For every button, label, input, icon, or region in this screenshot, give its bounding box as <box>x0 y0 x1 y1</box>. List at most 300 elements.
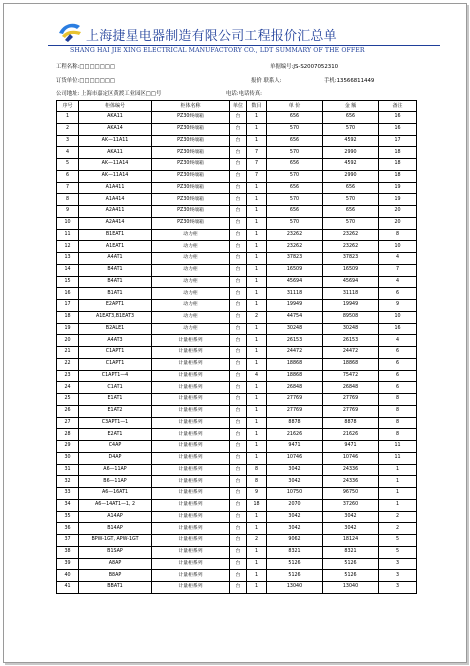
cell-remark: 11 <box>379 441 417 453</box>
cell-cabinet-code: B6—11AP <box>79 476 152 488</box>
table-row <box>57 417 417 429</box>
cell-remark: 16 <box>379 112 417 124</box>
cell-quantity: 1 <box>247 217 267 229</box>
cell-cabinet-name: 动力柜 <box>152 253 230 265</box>
cell-row-number: 9 <box>57 206 79 218</box>
mobile-number: 手机:13566811449 <box>324 78 375 84</box>
cell-remark: 11 <box>379 452 417 464</box>
cell-remark: 20 <box>379 217 417 229</box>
cell-row-number: 2 <box>57 123 79 135</box>
cell-cabinet-name: 计量柜系列 <box>152 370 230 382</box>
cell-amount: 8321 <box>323 546 379 558</box>
cell-amount: 570 <box>323 194 379 206</box>
cell-quantity: 8 <box>247 476 267 488</box>
cell-quantity: 1 <box>247 300 267 312</box>
table-row <box>57 323 417 335</box>
cell-remark: 5 <box>379 535 417 547</box>
cell-row-number: 1 <box>57 112 79 124</box>
cell-remark: 18 <box>379 170 417 182</box>
cell-quantity: 1 <box>247 135 267 147</box>
cell-cabinet-name: 计量柜系列 <box>152 417 230 429</box>
cell-cabinet-name: PZ30终端箱 <box>152 182 230 194</box>
cell-unit-price: 570 <box>267 123 323 135</box>
cell-cabinet-name: 动力柜 <box>152 288 230 300</box>
cell-quantity: 18 <box>247 499 267 511</box>
cell-remark: 4 <box>379 253 417 265</box>
cell-quantity: 1 <box>247 253 267 265</box>
cell-cabinet-code: B4AT1 <box>79 264 152 276</box>
cell-unit: 台 <box>230 147 247 159</box>
cell-cabinet-code: AK—11A14 <box>79 159 152 171</box>
table-row <box>57 488 417 500</box>
cell-cabinet-code: AKA11 <box>79 112 152 124</box>
cell-row-number: 34 <box>57 499 79 511</box>
cell-cabinet-code: B4AT1 <box>79 276 152 288</box>
cell-remark: 4 <box>379 335 417 347</box>
table-row <box>57 112 417 124</box>
cell-cabinet-name: 动力柜 <box>152 241 230 253</box>
cell-row-number: 7 <box>57 182 79 194</box>
cell-cabinet-name: PZ30终端箱 <box>152 159 230 171</box>
cell-unit: 台 <box>230 582 247 594</box>
cell-unit-price: 656 <box>267 206 323 218</box>
cell-unit: 台 <box>230 159 247 171</box>
cell-remark: 6 <box>379 382 417 394</box>
table-row <box>57 135 417 147</box>
cell-amount: 5126 <box>323 558 379 570</box>
cell-quantity: 7 <box>247 159 267 171</box>
cell-remark: 6 <box>379 358 417 370</box>
cell-unit-price: 26153 <box>267 335 323 347</box>
cell-remark: 4 <box>379 276 417 288</box>
table-row <box>57 405 417 417</box>
cell-cabinet-code: AK—11A11 <box>79 135 152 147</box>
cell-unit-price: 570 <box>267 170 323 182</box>
cell-amount: 570 <box>323 217 379 229</box>
cell-row-number: 15 <box>57 276 79 288</box>
column-header: 单位 <box>230 101 247 112</box>
column-header: 备注 <box>379 101 417 112</box>
cell-row-number: 22 <box>57 358 79 370</box>
table-row <box>57 499 417 511</box>
cell-cabinet-code: A2A411 <box>79 206 152 218</box>
table-row <box>57 194 417 206</box>
table-row <box>57 182 417 194</box>
cell-remark: 8 <box>379 417 417 429</box>
document-subtitle: SHANG HAI JIE XING ELECTRICAL MANUFACTORY CO., LDT SUMMARY OF THE OFFER <box>70 47 365 54</box>
cell-cabinet-code: AKA11 <box>79 147 152 159</box>
cell-amount: 24472 <box>323 347 379 359</box>
table-row <box>57 229 417 241</box>
cell-cabinet-code: B8AP <box>79 570 152 582</box>
cell-row-number: 28 <box>57 429 79 441</box>
cell-amount: 4592 <box>323 159 379 171</box>
cell-cabinet-code: A1A414 <box>79 194 152 206</box>
cell-amount: 3042 <box>323 511 379 523</box>
cell-remark: 16 <box>379 323 417 335</box>
cell-cabinet-name: 计量柜系列 <box>152 535 230 547</box>
cell-remark: 3 <box>379 558 417 570</box>
cell-unit: 台 <box>230 229 247 241</box>
quote-contact: 报价 联系人: <box>251 78 282 84</box>
cell-unit: 台 <box>230 441 247 453</box>
table-row <box>57 476 417 488</box>
cell-remark: 1 <box>379 464 417 476</box>
cell-row-number: 8 <box>57 194 79 206</box>
table-row <box>57 582 417 594</box>
table-row <box>57 464 417 476</box>
cell-unit-price: 2070 <box>267 499 323 511</box>
cell-unit: 台 <box>230 452 247 464</box>
info-row-2 <box>56 76 466 87</box>
cell-row-number: 12 <box>57 241 79 253</box>
document-page <box>3 3 467 663</box>
cell-quantity: 1 <box>247 546 267 558</box>
cell-cabinet-code: A1EAT3,B1EAT3 <box>79 311 152 323</box>
table-row <box>57 370 417 382</box>
cell-unit: 台 <box>230 112 247 124</box>
cell-row-number: 26 <box>57 405 79 417</box>
table-row <box>57 535 417 547</box>
cell-amount: 23262 <box>323 241 379 253</box>
cell-remark: 8 <box>379 229 417 241</box>
cell-unit: 台 <box>230 276 247 288</box>
cell-remark: 2 <box>379 511 417 523</box>
cell-quantity: 1 <box>247 582 267 594</box>
table-row <box>57 429 417 441</box>
cell-quantity: 1 <box>247 182 267 194</box>
cell-remark: 9 <box>379 300 417 312</box>
cell-unit: 台 <box>230 194 247 206</box>
cell-unit: 台 <box>230 217 247 229</box>
cell-unit: 台 <box>230 499 247 511</box>
cell-remark: 10 <box>379 241 417 253</box>
cell-cabinet-code: E2AT1 <box>79 429 152 441</box>
cell-row-number: 33 <box>57 488 79 500</box>
cell-cabinet-code: A4AT3 <box>79 335 152 347</box>
table-row <box>57 546 417 558</box>
cell-quantity: 1 <box>247 347 267 359</box>
cell-cabinet-name: 动力柜 <box>152 300 230 312</box>
cell-row-number: 19 <box>57 323 79 335</box>
cell-remark: 7 <box>379 264 417 276</box>
cell-cabinet-name: 计量柜系列 <box>152 382 230 394</box>
cell-row-number: 4 <box>57 147 79 159</box>
cell-remark: 5 <box>379 546 417 558</box>
cell-unit: 台 <box>230 476 247 488</box>
cell-amount: 31118 <box>323 288 379 300</box>
cell-unit-price: 27769 <box>267 394 323 406</box>
cell-cabinet-code: A14AP <box>79 511 152 523</box>
cell-cabinet-code: B2ALE1 <box>79 323 152 335</box>
table-row <box>57 523 417 535</box>
cell-remark: 3 <box>379 570 417 582</box>
cell-unit: 台 <box>230 370 247 382</box>
cell-unit-price: 44754 <box>267 311 323 323</box>
column-header: 序号 <box>57 101 79 112</box>
cell-remark: 2 <box>379 523 417 535</box>
cell-unit: 台 <box>230 429 247 441</box>
cell-quantity: 1 <box>247 241 267 253</box>
cell-cabinet-code: D4AP <box>79 452 152 464</box>
cell-quantity: 1 <box>247 417 267 429</box>
cell-remark: 20 <box>379 206 417 218</box>
cell-row-number: 37 <box>57 535 79 547</box>
cell-unit-price: 3042 <box>267 523 323 535</box>
cell-cabinet-name: PZ30终端箱 <box>152 147 230 159</box>
cell-quantity: 1 <box>247 264 267 276</box>
cell-quantity: 1 <box>247 558 267 570</box>
cell-cabinet-code: AKA14 <box>79 123 152 135</box>
cell-unit-price: 10750 <box>267 488 323 500</box>
cell-unit-price: 9471 <box>267 441 323 453</box>
cell-unit-price: 18868 <box>267 358 323 370</box>
cell-unit-price: 21626 <box>267 429 323 441</box>
cell-quantity: 1 <box>247 288 267 300</box>
cell-unit-price: 31118 <box>267 288 323 300</box>
cell-unit: 台 <box>230 300 247 312</box>
cell-amount: 8878 <box>323 417 379 429</box>
cell-amount: 27769 <box>323 405 379 417</box>
cell-unit-price: 656 <box>267 112 323 124</box>
cell-cabinet-code: C3APT1—1 <box>79 417 152 429</box>
cell-quantity: 1 <box>247 523 267 535</box>
cell-cabinet-code: B1SAP <box>79 546 152 558</box>
table-row <box>57 441 417 453</box>
cell-unit-price: 19949 <box>267 300 323 312</box>
cell-quantity: 9 <box>247 488 267 500</box>
cell-quantity: 1 <box>247 511 267 523</box>
cell-amount: 9471 <box>323 441 379 453</box>
cell-amount: 21626 <box>323 429 379 441</box>
cell-remark: 1 <box>379 476 417 488</box>
cell-amount: 16509 <box>323 264 379 276</box>
column-header: 单 价 <box>267 101 323 112</box>
cell-cabinet-code: A8AP <box>79 558 152 570</box>
cell-unit: 台 <box>230 523 247 535</box>
cell-remark: 19 <box>379 182 417 194</box>
cell-unit-price: 656 <box>267 159 323 171</box>
cell-row-number: 38 <box>57 546 79 558</box>
cell-quantity: 1 <box>247 229 267 241</box>
cell-cabinet-name: 计量柜系列 <box>152 476 230 488</box>
cell-cabinet-name: 动力柜 <box>152 323 230 335</box>
cell-cabinet-name: 动力柜 <box>152 264 230 276</box>
cell-amount: 4592 <box>323 135 379 147</box>
cell-amount: 5126 <box>323 570 379 582</box>
cell-cabinet-code: A6—11AP <box>79 464 152 476</box>
cell-unit: 台 <box>230 347 247 359</box>
cell-cabinet-code: E2APT1 <box>79 300 152 312</box>
cell-amount: 37260 <box>323 499 379 511</box>
cell-unit-price: 13040 <box>267 582 323 594</box>
info-row-1 <box>56 62 466 73</box>
cell-unit: 台 <box>230 135 247 147</box>
cell-cabinet-name: 动力柜 <box>152 276 230 288</box>
cell-unit-price: 3042 <box>267 476 323 488</box>
cell-unit: 台 <box>230 417 247 429</box>
cell-unit: 台 <box>230 535 247 547</box>
cell-quantity: 7 <box>247 170 267 182</box>
cell-unit-price: 656 <box>267 182 323 194</box>
table-row <box>57 264 417 276</box>
cell-unit-price: 24472 <box>267 347 323 359</box>
cell-cabinet-code: B1EAT1 <box>79 229 152 241</box>
cell-unit: 台 <box>230 170 247 182</box>
cell-amount: 75472 <box>323 370 379 382</box>
cell-row-number: 24 <box>57 382 79 394</box>
cell-amount: 45694 <box>323 276 379 288</box>
cell-row-number: 3 <box>57 135 79 147</box>
cell-unit: 台 <box>230 546 247 558</box>
cell-unit-price: 45694 <box>267 276 323 288</box>
cell-amount: 96750 <box>323 488 379 500</box>
cell-cabinet-name: PZ30终端箱 <box>152 112 230 124</box>
cell-row-number: 6 <box>57 170 79 182</box>
cell-remark: 6 <box>379 370 417 382</box>
cell-amount: 13040 <box>323 582 379 594</box>
cell-cabinet-name: 计量柜系列 <box>152 464 230 476</box>
cell-amount: 2990 <box>323 170 379 182</box>
cell-quantity: 1 <box>247 570 267 582</box>
cell-remark: 16 <box>379 123 417 135</box>
ordering-unit: 订货单位:□□□□□□□ <box>56 78 116 84</box>
cell-unit: 台 <box>230 241 247 253</box>
document-title: 上海捷星电器制造有限公司工程报价汇总单 <box>86 29 337 44</box>
cell-remark: 1 <box>379 499 417 511</box>
cell-amount: 656 <box>323 182 379 194</box>
cell-quantity: 2 <box>247 535 267 547</box>
table-row <box>57 253 417 265</box>
table-row <box>57 206 417 218</box>
project-name: 工程名称:□□□□□□□ <box>56 64 116 70</box>
cell-row-number: 14 <box>57 264 79 276</box>
cell-row-number: 39 <box>57 558 79 570</box>
cell-remark: 17 <box>379 135 417 147</box>
cell-cabinet-name: 动力柜 <box>152 229 230 241</box>
cell-cabinet-name: PZ30终端箱 <box>152 194 230 206</box>
cell-cabinet-code: C1APT1 <box>79 358 152 370</box>
cell-unit: 台 <box>230 488 247 500</box>
cell-remark: 8 <box>379 405 417 417</box>
cell-amount: 570 <box>323 123 379 135</box>
cell-amount: 656 <box>323 112 379 124</box>
cell-row-number: 35 <box>57 511 79 523</box>
table-row <box>57 288 417 300</box>
cell-remark: 8 <box>379 429 417 441</box>
cell-row-number: 40 <box>57 570 79 582</box>
table-row <box>57 276 417 288</box>
cell-unit-price: 18868 <box>267 370 323 382</box>
cell-cabinet-name: 计量柜系列 <box>152 582 230 594</box>
header-divider <box>48 45 440 46</box>
cell-amount: 26848 <box>323 382 379 394</box>
cell-cabinet-name: 计量柜系列 <box>152 570 230 582</box>
cell-amount: 10746 <box>323 452 379 464</box>
cell-unit: 台 <box>230 264 247 276</box>
cell-unit: 台 <box>230 511 247 523</box>
cell-unit: 台 <box>230 123 247 135</box>
cell-unit-price: 3042 <box>267 511 323 523</box>
info-row-3 <box>56 89 466 100</box>
cell-cabinet-code: AK—11A14 <box>79 170 152 182</box>
cell-unit-price: 8878 <box>267 417 323 429</box>
table-row <box>57 147 417 159</box>
cell-unit: 台 <box>230 464 247 476</box>
cell-unit: 台 <box>230 405 247 417</box>
cell-cabinet-code: A4AT1 <box>79 253 152 265</box>
cell-cabinet-code: B1AT1 <box>79 288 152 300</box>
table-row <box>57 241 417 253</box>
cell-unit-price: 5126 <box>267 558 323 570</box>
cell-quantity: 2 <box>247 311 267 323</box>
cell-row-number: 16 <box>57 288 79 300</box>
cell-unit: 台 <box>230 323 247 335</box>
cell-unit-price: 8321 <box>267 546 323 558</box>
cell-row-number: 31 <box>57 464 79 476</box>
cell-amount: 30248 <box>323 323 379 335</box>
cell-quantity: 1 <box>247 194 267 206</box>
cell-unit: 台 <box>230 311 247 323</box>
cell-quantity: 1 <box>247 206 267 218</box>
cell-row-number: 25 <box>57 394 79 406</box>
cell-remark: 3 <box>379 582 417 594</box>
cell-cabinet-name: 计量柜系列 <box>152 405 230 417</box>
cell-quantity: 1 <box>247 358 267 370</box>
cell-quantity: 1 <box>247 429 267 441</box>
cell-cabinet-code: A1A411 <box>79 182 152 194</box>
column-header: 数目 <box>247 101 267 112</box>
cell-cabinet-name: 计量柜系列 <box>152 546 230 558</box>
cell-quantity: 1 <box>247 452 267 464</box>
cell-row-number: 5 <box>57 159 79 171</box>
table-row <box>57 347 417 359</box>
cell-row-number: 30 <box>57 452 79 464</box>
cell-unit-price: 27769 <box>267 405 323 417</box>
cell-cabinet-name: 计量柜系列 <box>152 441 230 453</box>
company-logo-icon <box>56 20 84 44</box>
cell-unit: 台 <box>230 358 247 370</box>
cell-unit: 台 <box>230 206 247 218</box>
table-row <box>57 570 417 582</box>
cell-quantity: 1 <box>247 405 267 417</box>
cell-cabinet-code: A6—14AT1—1, 2 <box>79 499 152 511</box>
cell-unit-price: 26848 <box>267 382 323 394</box>
cell-cabinet-name: 动力柜 <box>152 311 230 323</box>
cell-cabinet-code: A6—16AT1 <box>79 488 152 500</box>
cell-cabinet-name: 计量柜系列 <box>152 347 230 359</box>
cell-cabinet-name: 计量柜系列 <box>152 358 230 370</box>
cell-unit: 台 <box>230 253 247 265</box>
cell-cabinet-name: 计量柜系列 <box>152 488 230 500</box>
cell-unit: 台 <box>230 570 247 582</box>
column-header: 柜体名称 <box>152 101 230 112</box>
cell-quantity: 8 <box>247 464 267 476</box>
cell-unit-price: 3042 <box>267 464 323 476</box>
cell-quantity: 1 <box>247 323 267 335</box>
cell-amount: 24336 <box>323 476 379 488</box>
cell-remark: 6 <box>379 288 417 300</box>
table-row <box>57 311 417 323</box>
cell-row-number: 17 <box>57 300 79 312</box>
cell-quantity: 4 <box>247 370 267 382</box>
cell-amount: 19949 <box>323 300 379 312</box>
cell-row-number: 11 <box>57 229 79 241</box>
cell-cabinet-code: B14AP <box>79 523 152 535</box>
table-body <box>57 112 417 594</box>
cell-quantity: 1 <box>247 276 267 288</box>
cell-unit: 台 <box>230 382 247 394</box>
